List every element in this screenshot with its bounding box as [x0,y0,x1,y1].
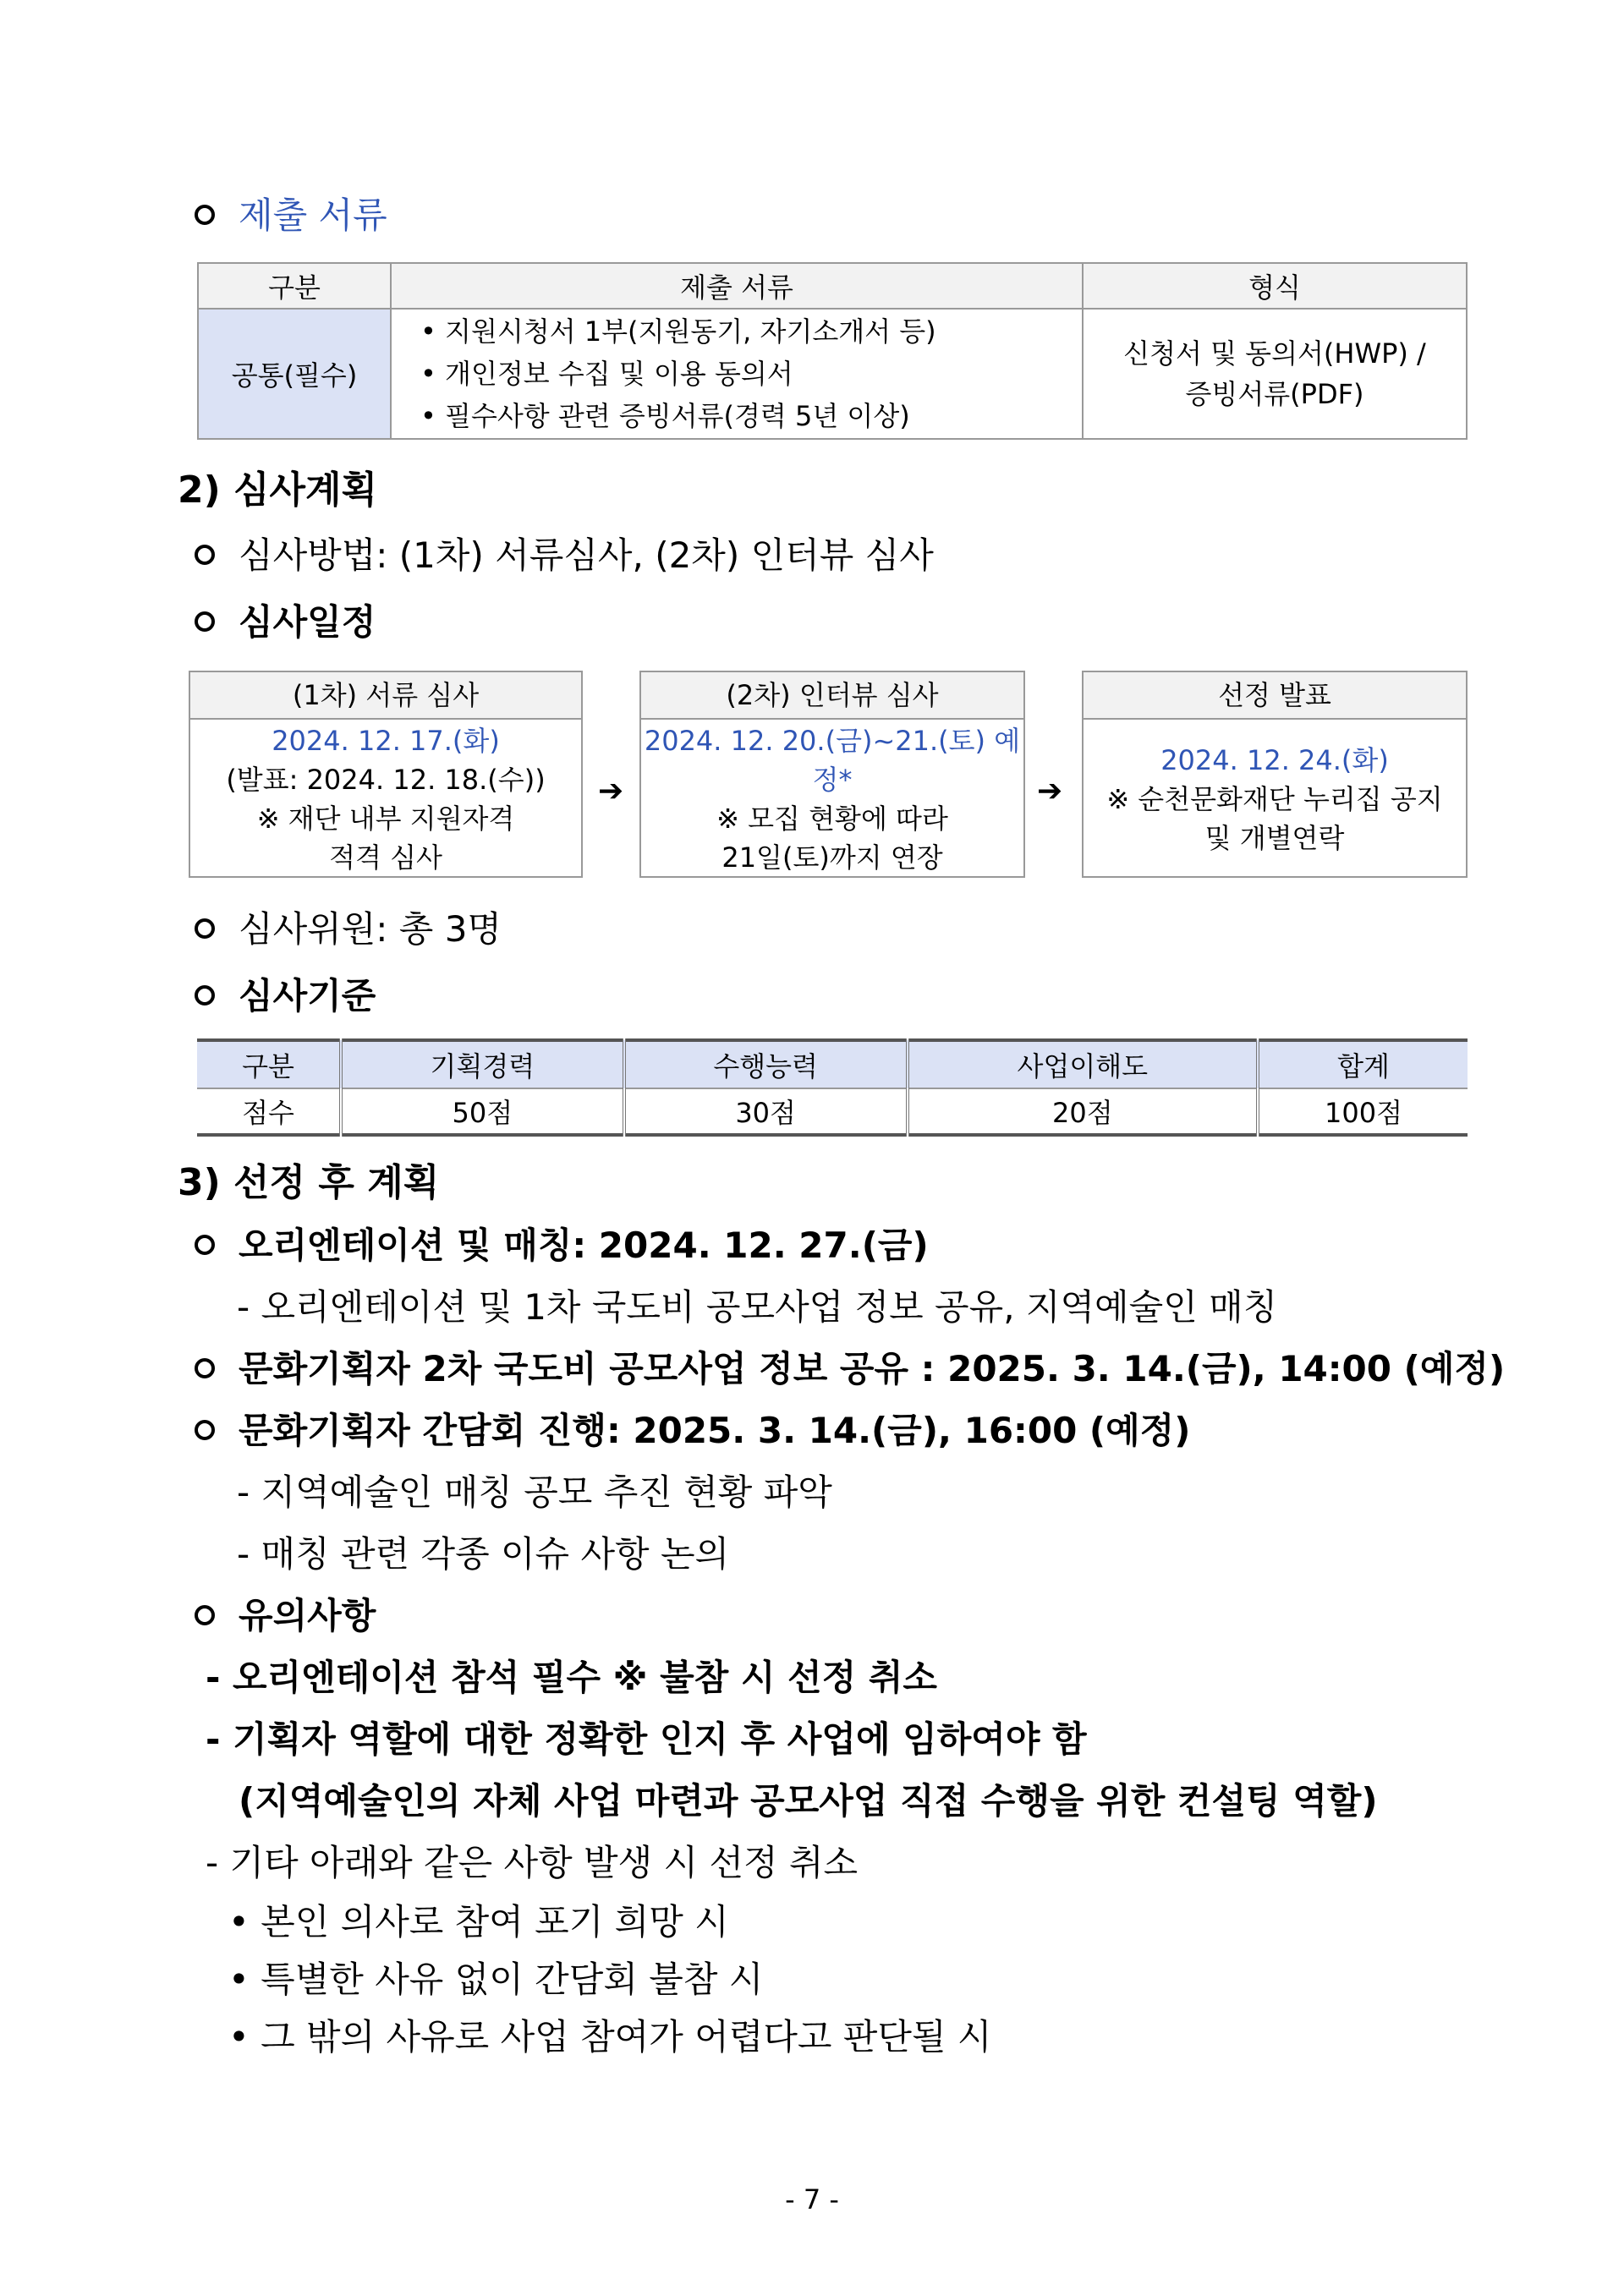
docs-item: • 지원시청서 1부(지원동기, 자기소개서 등) [420,315,936,348]
criteria-cell: 점수 [197,1088,341,1135]
criteria-cell: 30점 [624,1088,908,1135]
criteria-cell: 100점 [1258,1088,1468,1135]
orientation-item: 오리엔테이션 및 매칭: 2024. 12. 27.(금) [195,1218,929,1269]
docs-format-cell [1083,309,1467,439]
notes-label: 유의사항 [195,1588,376,1639]
schedule-box-title: (2차) 인터뷰 심사 [641,672,1023,720]
criteria-table [197,1038,1468,1137]
schedule-label: 심사일정 [195,595,376,645]
criteria-header: 수행능력 [624,1040,908,1088]
cancel-condition: • 그 밖의 사유로 사업 참여가 어렵다고 판단될 시 [228,2016,992,2058]
schedule-date: 2024. 12. 20.(금)~21.(토) 예정* [644,724,1021,796]
arrow-right-icon: ➔ [598,774,624,808]
circle-bullet-icon [195,545,215,565]
criteria-cell: 50점 [341,1088,624,1135]
schedule-note: ※ 모집 현황에 따라 [716,802,948,835]
schedule-note: (발표: 2024. 12. 18.(수)) [226,763,546,796]
docs-items-cell [391,309,1083,439]
schedule-date: 2024. 12. 17.(화) [272,724,500,757]
circle-bullet-icon [195,985,215,1006]
circle-bullet-icon [195,611,215,632]
criteria-header: 합계 [1258,1040,1468,1088]
post-plan-title: 3) 선정 후 계획 [178,1161,440,1204]
arrow-right-icon: ➔ [1037,774,1063,808]
page-number: - 7 - [785,2184,839,2216]
criteria-cell: 20점 [908,1088,1259,1135]
criteria-header: 사업이해도 [908,1040,1259,1088]
docs-format-line: 증빙서류(PDF) [1185,378,1364,410]
docs-header-category: 구분 [198,263,391,309]
info-share-item: 문화기획자 2차 국도비 공모사업 정보 공유 : 2025. 3. 14.(금), 14:00 (예정) [195,1341,1505,1392]
review-plan-title: 2) 심사계획 [178,469,378,512]
schedule-box-title: (1차) 서류 심사 [190,672,581,720]
schedule-note: 21일(토)까지 연장 [721,841,943,874]
docs-format-line: 신청서 및 동의서(HWP) / [1123,337,1426,370]
schedule-note: 및 개별연락 [1204,821,1345,854]
submit-docs-heading: 제출 서류 [195,188,387,238]
docs-item: • 개인정보 수집 및 이용 동의서 [420,358,793,390]
review-method: 심사방법: (1차) 서류심사, (2차) 인터뷰 심사 [195,528,934,578]
meeting-detail: - 지역예술인 매칭 공모 추진 현황 파악 [237,1471,832,1513]
criteria-label: 심사기준 [195,968,376,1019]
schedule-box-title: 선정 발표 [1084,672,1466,720]
schedule-box-document-review [189,671,583,878]
circle-bullet-icon [195,1420,215,1440]
criteria-header: 기획경력 [341,1040,624,1088]
criteria-header: 구분 [197,1040,341,1088]
docs-item: • 필수사항 관련 증빙서류(경력 5년 이상) [420,400,910,432]
cancel-condition: • 본인 의사로 참여 포기 희망 시 [228,1901,729,1943]
circle-bullet-icon [195,1358,215,1378]
schedule-note: ※ 재단 내부 지원자격 [256,802,515,835]
schedule-date: 2024. 12. 24.(화) [1160,743,1389,776]
note-item: - 오리엔테이션 참석 필수 ※ 불참 시 선정 취소 [206,1657,937,1698]
meeting-detail: - 매칭 관련 각종 이슈 사항 논의 [237,1533,730,1575]
note-item: - 기획자 역할에 대한 정확한 인지 후 사업에 임하여야 함 [206,1718,1087,1760]
note-item: - 기타 아래와 같은 사항 발생 시 선정 취소 [206,1842,859,1883]
circle-bullet-icon [195,205,215,225]
schedule-note: 적격 심사 [329,841,442,874]
orientation-detail: - 오리엔테이션 및 1차 국도비 공모사업 정보 공유, 지역예술인 매칭 [237,1286,1278,1328]
circle-bullet-icon [195,918,215,939]
meeting-item: 문화기획자 간담회 진행: 2025. 3. 14.(금), 16:00 (예정) [195,1403,1190,1454]
circle-bullet-icon [195,1235,215,1255]
schedule-note: ※ 순천문화재단 누리집 공지 [1106,782,1443,815]
circle-bullet-icon [195,1605,215,1625]
cancel-condition: • 특별한 사유 없이 간담회 불참 시 [228,1959,764,2000]
schedule-box-announcement [1082,671,1468,878]
docs-category-cell: 공통(필수) [198,309,391,439]
docs-header-format: 형식 [1083,263,1467,309]
submit-docs-table [197,262,1468,440]
docs-header-documents: 제출 서류 [391,263,1083,309]
schedule-box-interview [639,671,1025,878]
note-item-continued: (지역예술인의 자체 사업 마련과 공모사업 직접 수행을 위한 컨설팅 역할) [239,1780,1378,1822]
reviewers: 심사위원: 총 3명 [195,901,502,952]
